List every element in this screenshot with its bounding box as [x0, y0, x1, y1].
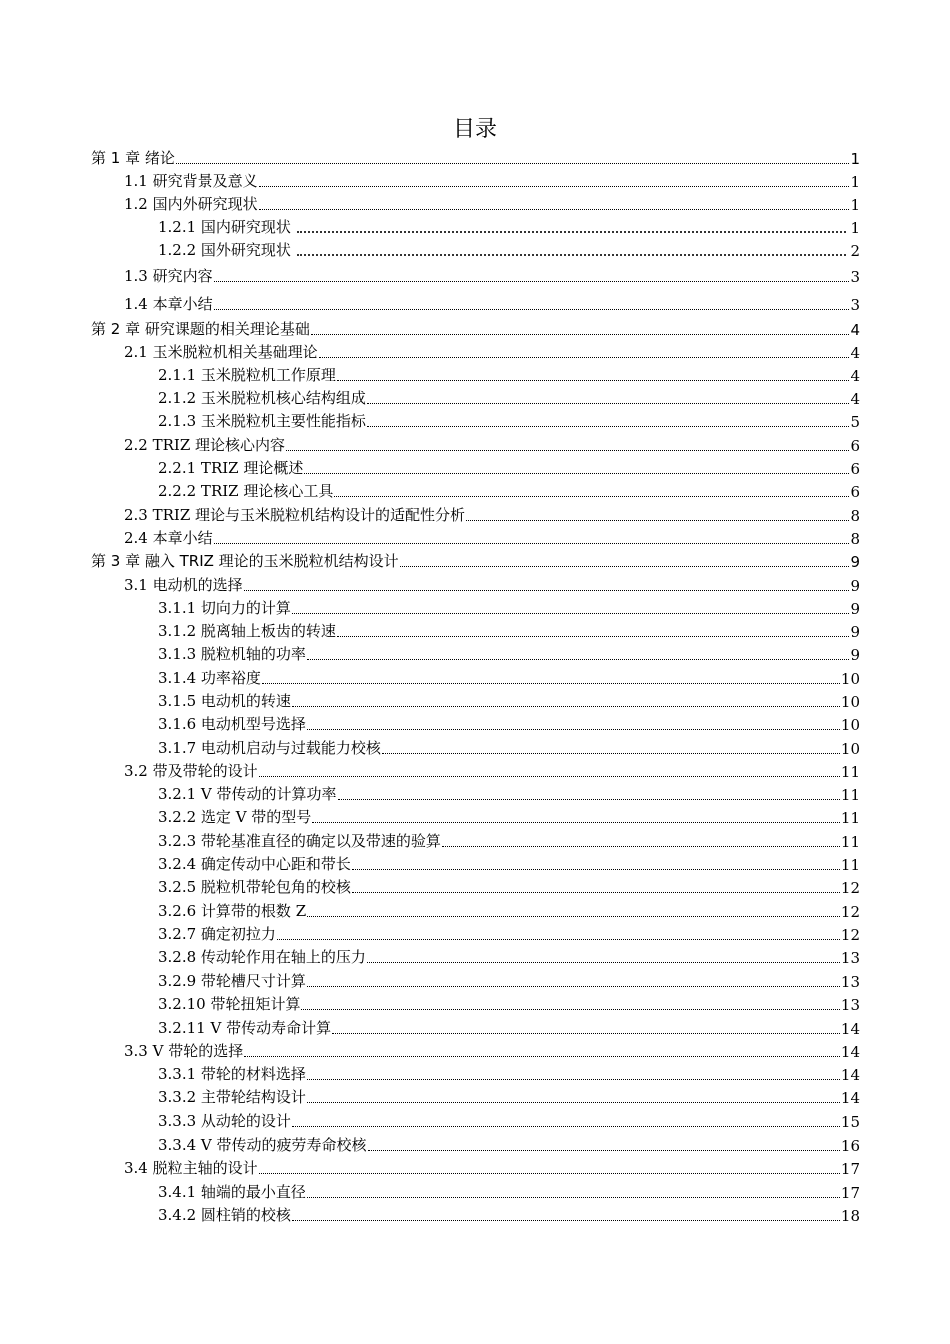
toc-leader-dots: [214, 543, 850, 544]
toc-page-number: 14: [840, 1089, 860, 1107]
toc-page-number: 17: [840, 1184, 860, 1202]
toc-leader-dots: [442, 846, 840, 847]
toc-leader-dots: [307, 1079, 840, 1080]
toc-entry[interactable]: [158, 736, 860, 758]
toc-page-number: 1: [850, 219, 860, 237]
toc-leader-dots: [259, 186, 850, 187]
toc-entry-label: 3.3 V 带轮的选择: [124, 1042, 244, 1060]
toc-entry[interactable]: [158, 642, 860, 664]
toc-entry[interactable]: [124, 433, 860, 455]
toc-entry[interactable]: [158, 712, 860, 734]
toc-entry-label: 3.2.9 带轮槽尺寸计算: [158, 972, 306, 990]
toc-entry-label: 第 1 章 绪论: [91, 149, 175, 167]
toc-leader-dots: [292, 613, 850, 614]
toc-entry[interactable]: [158, 1133, 860, 1155]
toc-entry-label: 3.1.1 切向力的计算: [158, 599, 291, 617]
toc-leader-dots: [244, 590, 850, 591]
toc-entry-label: 3.1.6 电动机型号选择: [158, 715, 306, 733]
toc-leader-dots: [337, 380, 850, 381]
toc-entry[interactable]: [124, 1156, 860, 1178]
toc-entry[interactable]: [91, 146, 860, 168]
toc-page-number: 9: [850, 600, 860, 618]
toc-leader-dots: [307, 659, 850, 660]
toc-entry-label: 2.2.1 TRIZ 理论概述: [158, 459, 304, 477]
toc-leader-dots: [307, 1102, 840, 1103]
toc-entry-label: 3.1.2 脱离轴上板齿的转速: [158, 622, 336, 640]
toc-page-number: 12: [840, 879, 860, 897]
toc-leader-dots: [382, 753, 840, 754]
toc-page-number: 13: [840, 996, 860, 1014]
toc-leader-dots: [259, 1173, 840, 1174]
toc-page-number: 1: [850, 196, 860, 214]
toc-entry[interactable]: [158, 899, 860, 921]
toc-page-number: 2: [850, 242, 860, 260]
toc-page-number: 10: [840, 740, 860, 758]
toc-entry[interactable]: [158, 922, 860, 944]
toc-page-number: 1: [850, 150, 860, 168]
toc-leader-dots: [400, 566, 850, 567]
toc-page-number: 6: [850, 460, 860, 478]
toc-entry[interactable]: [158, 1062, 860, 1084]
toc-page-number: 14: [840, 1043, 860, 1061]
toc-leader-dots: [307, 1197, 840, 1198]
toc-entry[interactable]: [158, 945, 860, 967]
toc-entry-label: 2.1.3 玉米脱粒机主要性能指标: [158, 412, 366, 430]
toc-page-number: 4: [850, 321, 860, 339]
toc-entry[interactable]: [158, 619, 860, 641]
toc-leader-dots: [286, 450, 849, 451]
toc-entry-label: 3.2.3 带轮基准直径的确定以及带速的验算: [158, 832, 441, 850]
toc-entry-label: 1.1 研究背景及意义: [124, 172, 258, 190]
toc-leader-dots: [307, 916, 840, 917]
toc-page-number: 3: [850, 268, 860, 286]
toc-entry[interactable]: [124, 192, 860, 214]
toc-page-number: 5: [850, 413, 860, 431]
toc-leader-dots: [259, 209, 850, 210]
toc-page-number: 6: [850, 483, 860, 501]
toc-page-number: 14: [840, 1066, 860, 1084]
toc-entry[interactable]: [158, 479, 860, 501]
toc-leader-dots: [304, 473, 849, 474]
toc-entry-label: 3.4.1 轴端的最小直径: [158, 1183, 306, 1201]
toc-entry-label: 3.3.3 从动轮的设计: [158, 1112, 291, 1130]
toc-entry-label: 3.2.1 V 带传动的计算功率: [158, 785, 337, 803]
toc-entry[interactable]: [158, 969, 860, 991]
toc-entry[interactable]: [124, 759, 860, 781]
toc-entry[interactable]: [158, 875, 860, 897]
toc-page-number: 10: [840, 716, 860, 734]
toc-entry[interactable]: [158, 386, 860, 408]
toc-page-number: 11: [840, 763, 860, 781]
toc-page-number: 8: [850, 530, 860, 548]
toc-entry[interactable]: [158, 829, 860, 851]
toc-leader-dots: [338, 799, 840, 800]
toc-entry[interactable]: [124, 292, 860, 314]
toc-entry[interactable]: [124, 1039, 860, 1061]
toc-entry-label: 1.3 研究内容: [124, 267, 213, 285]
toc-page-number: 11: [840, 809, 860, 827]
toc-entry-label: 2.1 玉米脱粒机相关基础理论: [124, 343, 318, 361]
toc-entry-label: 2.3 TRIZ 理论与玉米脱粒机结构设计的适配性分析: [124, 506, 466, 524]
toc-leader-dots: [277, 939, 840, 940]
toc-leader-dots: [292, 706, 840, 707]
toc-entry[interactable]: [158, 215, 860, 237]
toc-entry[interactable]: [158, 992, 860, 1014]
toc-entry[interactable]: [124, 503, 860, 525]
toc-leader-dots: [367, 426, 850, 427]
toc-entry-label: 3.2.11 V 带传动寿命计算: [158, 1019, 332, 1037]
toc-entry-label: 3.4 脱粒主轴的设计: [124, 1159, 258, 1177]
toc-entry[interactable]: [158, 409, 860, 431]
toc-entry-label: 3.1.5 电动机的转速: [158, 692, 291, 710]
toc-leader-dots: [337, 636, 850, 637]
toc-entry-label: 3.4.2 圆柱销的校核: [158, 1206, 291, 1224]
toc-entry-label: 3.1.4 功率裕度: [158, 669, 261, 687]
toc-entry[interactable]: [158, 363, 860, 385]
toc-page-number: 12: [840, 926, 860, 944]
toc-entry-label: 3.2.8 传动轮作用在轴上的压力: [158, 948, 366, 966]
toc-leader-dots: [297, 254, 847, 256]
toc-page-number: 6: [850, 437, 860, 455]
toc-page-number: 9: [850, 553, 860, 571]
toc-entry[interactable]: [158, 805, 860, 827]
toc-leader-dots: [214, 281, 850, 282]
toc-page-number: 12: [840, 903, 860, 921]
toc-entry-label: 1.4 本章小结: [124, 295, 213, 313]
toc-page-number: 9: [850, 577, 860, 595]
toc-entry-label: 2.4 本章小结: [124, 529, 213, 547]
toc-page-number: 17: [840, 1160, 860, 1178]
toc-leader-dots: [466, 520, 849, 521]
toc-page-number: 15: [840, 1113, 860, 1131]
toc-leader-dots: [332, 1033, 840, 1034]
toc-leader-dots: [292, 1126, 840, 1127]
toc-entry[interactable]: [158, 1180, 860, 1202]
toc-leader-dots: [368, 1150, 840, 1151]
toc-page-number: 9: [850, 646, 860, 664]
toc-page-number: 13: [840, 973, 860, 991]
toc-page-number: 4: [850, 367, 860, 385]
toc-entry-label: 2.1.1 玉米脱粒机工作原理: [158, 366, 336, 384]
toc-entry[interactable]: [124, 264, 860, 286]
toc-page-number: 3: [850, 296, 860, 314]
toc-entry-label: 3.2.6 计算带的根数 Z: [158, 902, 307, 920]
toc-entry-label: 1.2 国内外研究现状: [124, 195, 258, 213]
toc-page-number: 10: [840, 670, 860, 688]
toc-entry[interactable]: [158, 782, 860, 804]
toc-page-number: 1: [850, 173, 860, 191]
toc-page-number: 11: [840, 786, 860, 804]
toc-page-number: 14: [840, 1020, 860, 1038]
toc-page-number: 9: [850, 623, 860, 641]
toc-entry[interactable]: [158, 1085, 860, 1107]
toc-leader-dots: [259, 776, 840, 777]
toc-entry[interactable]: [158, 666, 860, 688]
toc-leader-dots: [367, 962, 840, 963]
toc-entry-label: 3.1.3 脱粒机轴的功率: [158, 645, 306, 663]
toc-leader-dots: [214, 309, 850, 310]
toc-entry[interactable]: [124, 169, 860, 191]
toc-entry-label: 3.1.7 电动机启动与过载能力校核: [158, 739, 381, 757]
toc-entry[interactable]: [124, 526, 860, 548]
toc-leader-dots: [262, 683, 840, 684]
toc-entry-label: 3.2.10 带轮扭矩计算: [158, 995, 301, 1013]
toc-entry-label: 3.3.2 主带轮结构设计: [158, 1088, 306, 1106]
toc-entry-label: 3.1 电动机的选择: [124, 576, 243, 594]
toc-entry[interactable]: [158, 689, 860, 711]
toc-leader-dots: [244, 1056, 840, 1057]
toc-entry-label: 3.2 带及带轮的设计: [124, 762, 258, 780]
toc-entry-label: 2.2 TRIZ 理论核心内容: [124, 436, 286, 454]
toc-entry[interactable]: [158, 1203, 860, 1225]
toc-leader-dots: [319, 357, 850, 358]
toc-entry[interactable]: [158, 456, 860, 478]
toc-page-number: 16: [840, 1137, 860, 1155]
toc-entry[interactable]: [91, 317, 860, 339]
toc-entry-label: 3.2.2 选定 V 带的型号: [158, 808, 312, 826]
toc-entry[interactable]: [91, 549, 860, 571]
toc-entry[interactable]: [158, 852, 860, 874]
toc-entry[interactable]: [158, 1109, 860, 1131]
toc-entry[interactable]: [124, 340, 860, 362]
toc-entry-label: 3.2.7 确定初拉力: [158, 925, 276, 943]
toc-leader-dots: [311, 334, 850, 335]
toc-page-number: 4: [850, 390, 860, 408]
toc-leader-dots: [367, 403, 850, 404]
toc-page-number: 11: [840, 856, 860, 874]
toc-entry-label: 第 3 章 融入 TRIZ 理论的玉米脱粒机结构设计: [91, 552, 399, 570]
toc-leader-dots: [307, 729, 840, 730]
toc-leader-dots: [352, 869, 840, 870]
toc-page-number: 18: [840, 1207, 860, 1225]
toc-entry-label: 3.2.4 确定传动中心距和带长: [158, 855, 351, 873]
toc-entry-label: 1.2.1 国内研究现状: [158, 218, 291, 236]
toc-leader-dots: [312, 822, 840, 823]
toc-page-number: 10: [840, 693, 860, 711]
toc-page-number: 4: [850, 344, 860, 362]
toc-leader-dots: [307, 986, 840, 987]
toc-entry-label: 1.2.2 国外研究现状: [158, 241, 291, 259]
toc-entry-label: 3.2.5 脱粒机带轮包角的校核: [158, 878, 351, 896]
toc-page-number: 13: [840, 949, 860, 967]
toc-page-number: 8: [850, 507, 860, 525]
page-title: 目录: [452, 117, 497, 142]
toc-leader-dots: [297, 231, 847, 233]
toc-entry-label: 第 2 章 研究课题的相关理论基础: [91, 320, 310, 338]
toc-entry[interactable]: [124, 573, 860, 595]
toc-leader-dots: [301, 1009, 839, 1010]
toc-leader-dots: [176, 163, 850, 164]
toc-entry-label: 2.2.2 TRIZ 理论核心工具: [158, 482, 334, 500]
toc-page-number: 11: [840, 833, 860, 851]
toc-entry-label: 3.3.1 带轮的材料选择: [158, 1065, 306, 1083]
toc-entry[interactable]: [158, 596, 860, 618]
toc-entry[interactable]: [158, 238, 860, 260]
toc-leader-dots: [352, 892, 840, 893]
toc-entry-label: 2.1.2 玉米脱粒机核心结构组成: [158, 389, 366, 407]
toc-leader-dots: [334, 496, 849, 497]
toc-entry[interactable]: [158, 1016, 860, 1038]
toc-entry-label: 3.3.4 V 带传动的疲劳寿命校核: [158, 1136, 367, 1154]
toc-leader-dots: [292, 1220, 840, 1221]
